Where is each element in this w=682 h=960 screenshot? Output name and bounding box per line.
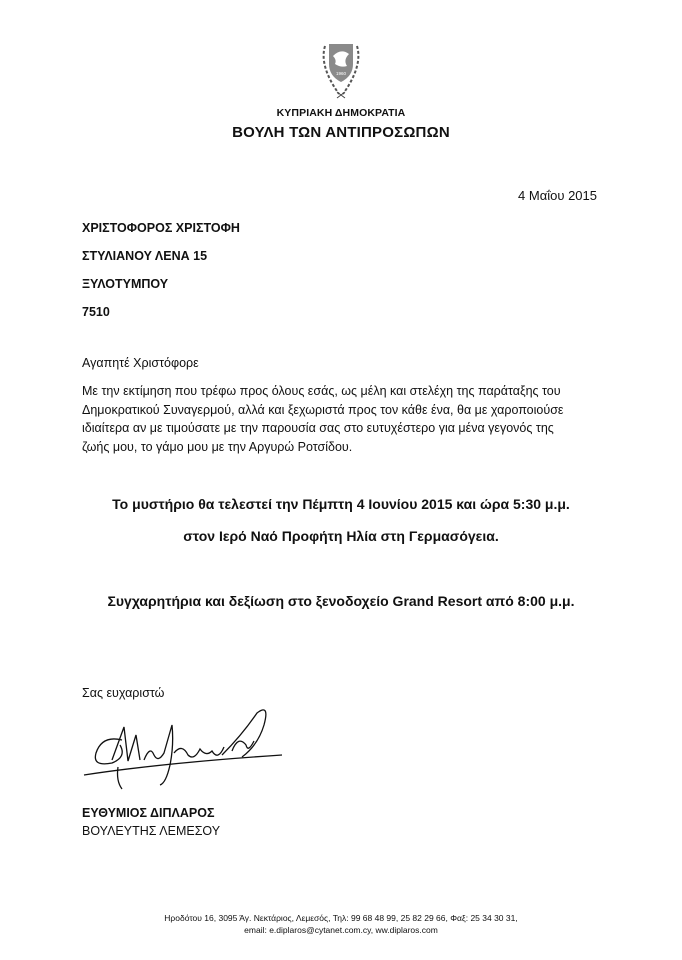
letterhead-republic: ΚΥΠΡΙΑΚΗ ΔΗΜΟΚΡΑΤΙΑ	[276, 107, 406, 119]
signer-name: ΕΥΘΥΜΙΟΣ ΔΙΠΛΑΡΟΣ	[82, 806, 215, 820]
salutation: Αγαπητέ Χριστόφορε	[82, 356, 199, 370]
footer-contact: email: e.diplaros@cytanet.com.cy, ww.diplaros.com	[244, 925, 438, 935]
recipient-area: ΞΥΛΟΤΥΜΠΟΥ	[82, 277, 169, 291]
reception-line: Συγχαρητήρια και δεξίωση στο ξενοδοχείο Grand Resort από 8:00 μ.μ.	[107, 593, 575, 609]
recipient-postcode: 7510	[82, 305, 110, 319]
ceremony-line: Το μυστήριο θα τελεστεί την Πέμπτη 4 Ιουνίου 2015 και ώρα 5:30 μ.μ.	[112, 496, 570, 512]
letter-body	[82, 382, 612, 456]
letter-date: 4 Μαΐου 2015	[518, 188, 597, 203]
cyprus-coat-of-arms-icon	[313, 38, 369, 100]
body-line: ζωής μου, το γάμο μου με την Αργυρώ Ροτσίδου.	[82, 439, 353, 454]
venue-line: στον Ιερό Ναό Προφήτη Ηλία στη Γερμασόγεια.	[183, 528, 499, 544]
closing: Σας ευχαριστώ	[82, 686, 165, 700]
letterhead-house: ΒΟΥΛΗ ΤΩΝ ΑΝΤΙΠΡΟΣΩΠΩΝ	[232, 124, 450, 141]
footer-address: Ηροδότου 16, 3095 Άγ. Νεκτάριος, Λεμεσός, Τηλ: 99 68 48 99, 25 82 29 66, Φαξ: 25 34 30 31,	[164, 913, 518, 923]
recipient-name: ΧΡΙΣΤΟΦΟΡΟΣ ΧΡΙΣΤΟΦΗ	[82, 221, 240, 235]
signature-image	[82, 705, 292, 790]
body-line: Με την εκτίμηση που τρέφω προς όλους εσάς, ως μέλη και στελέχη της παράταξης του	[82, 384, 561, 398]
body-line: ιδιαίτερα αν με τιμούσατε με την παρουσία σας στο ευτυχέστερο για μένα γεγονός της	[82, 421, 554, 435]
recipient-street: ΣΤΥΛΙΑΝΟΥ ΛΕΝΑ 15	[82, 249, 208, 263]
signer-title: ΒΟΥΛΕΥΤΗΣ ΛΕΜΕΣΟΥ	[82, 824, 221, 838]
svg-text:1960: 1960	[335, 71, 347, 76]
body-line: Δημοκρατικού Συναγερμού, αλλά και ξεχωριστά προς τον κάθε ένα, θα με χαροποιούσε	[82, 402, 564, 417]
